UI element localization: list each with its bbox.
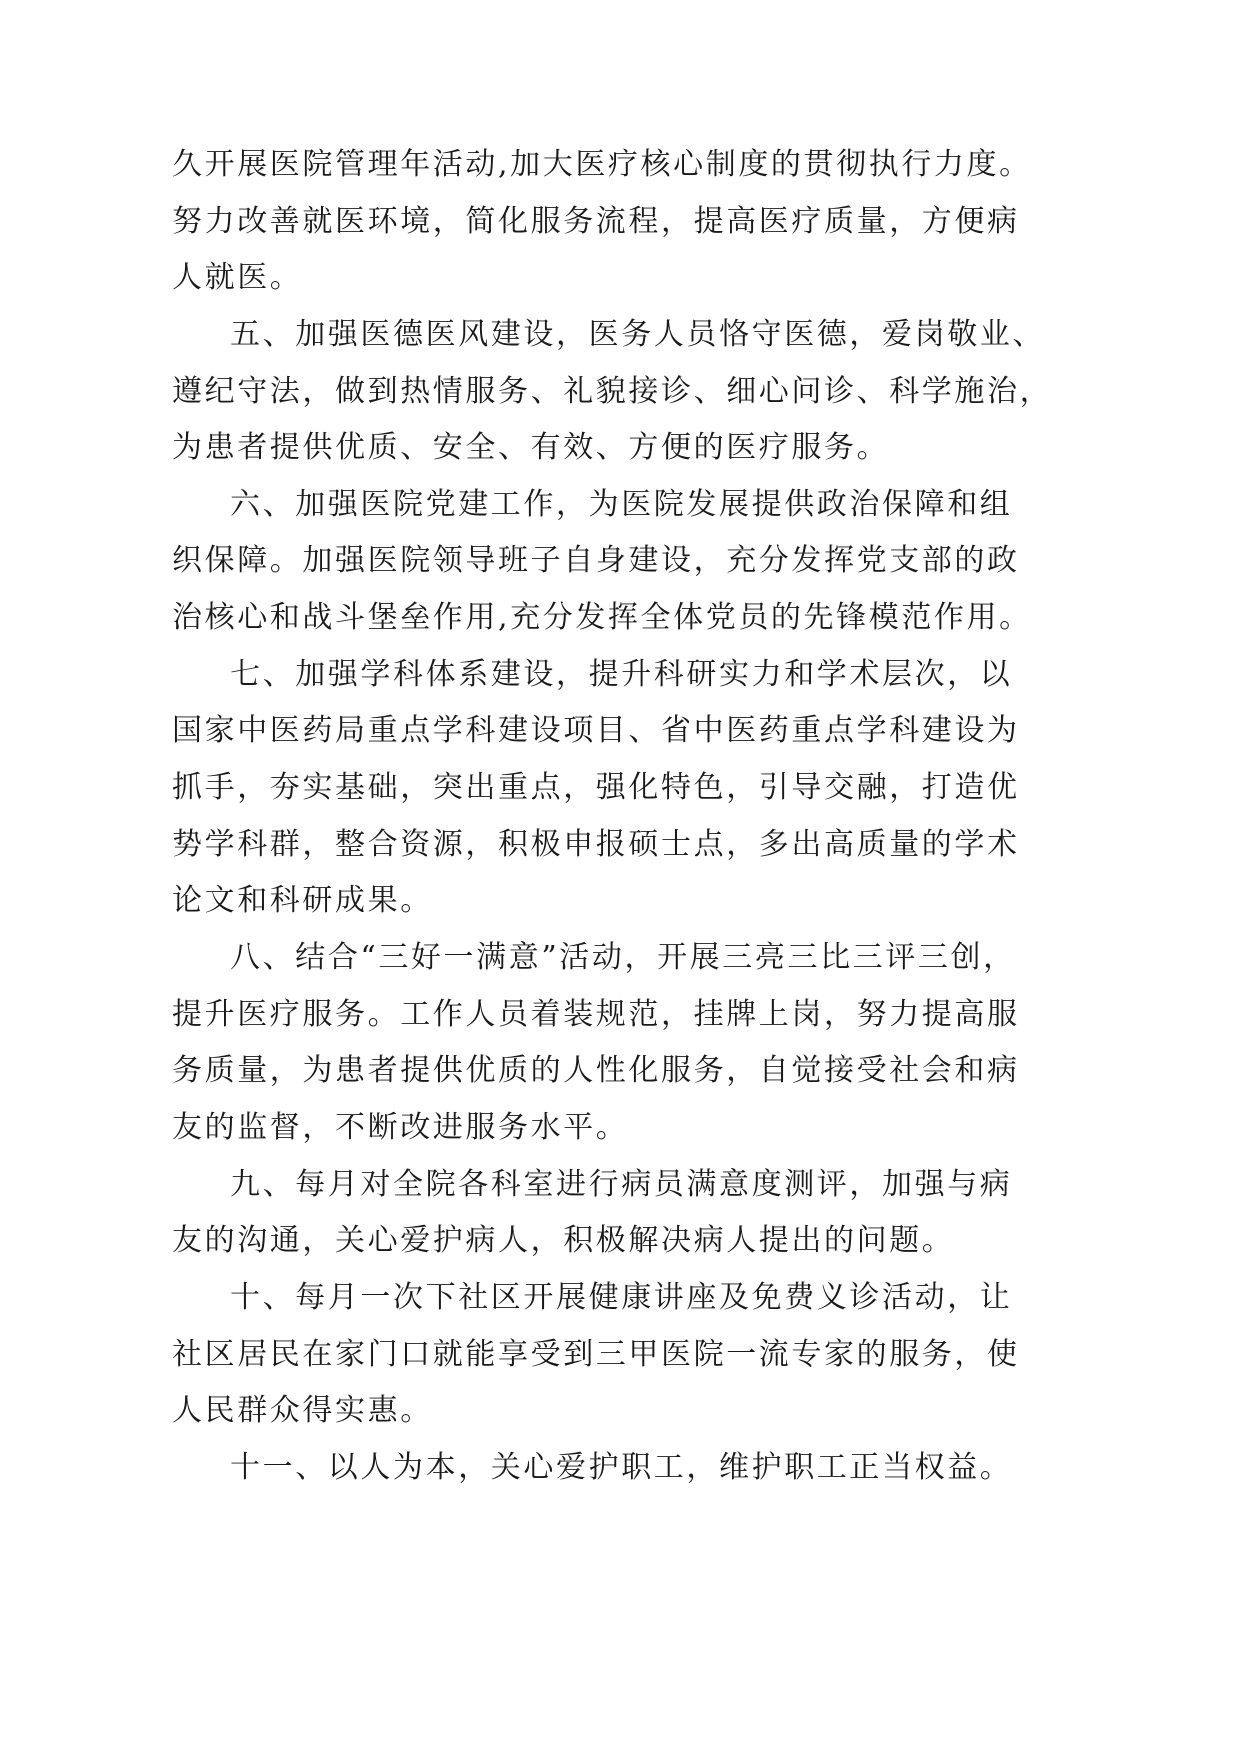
paragraph-seven-start: 七、加强学科体系建设，提升科研实力和学术层次，以 [230, 657, 1013, 692]
paragraph-five-start: 五、加强医德医风建设，医务人员恪守医德，爱岗敬业、 [230, 317, 1045, 352]
text-line: 为患者提供优质、安全、有效、方便的医疗服务。 [172, 430, 890, 465]
paragraph-eight-start: 八、结合“三好一满意”活动，开展三亮三比三评三创， [230, 940, 1016, 975]
paragraph-eleven-start: 十一、以人为本，关心爱护职工，维护职工正当权益。 [230, 1450, 1013, 1485]
text-line: 遵纪守法，做到热情服务、礼貌接诊、细心问诊、科学施治， [172, 374, 1053, 409]
paragraph-nine-start: 九、每月对全院各科室进行病员满意度测评，加强与病 [230, 1167, 1013, 1202]
text-line: 织保障。加强医院领导班子自身建设，充分发挥党支部的政 [172, 543, 1020, 578]
text-line: 友的监督，不断改进服务水平。 [172, 1110, 629, 1145]
text-line: 人就医。 [172, 260, 303, 295]
text-line: 国家中医药局重点学科建设项目、省中医药重点学科建设为 [172, 713, 1020, 748]
text-line: 人民群众得实惠。 [172, 1393, 433, 1428]
text-line: 势学科群，整合资源，积极申报硕士点，多出高质量的学术 [172, 827, 1020, 862]
text-line: 友的沟通，关心爱护病人，积极解决病人提出的问题。 [172, 1223, 955, 1258]
text-line: 努力改善就医环境，简化服务流程，提高医疗质量，方便病 [172, 204, 1020, 239]
text-line: 提升医疗服务。工作人员着装规范，挂牌上岗，努力提高服 [172, 997, 1020, 1032]
text-line: 社区居民在家门口就能享受到三甲医院一流专家的服务，使 [172, 1337, 1020, 1372]
text-line: 论文和科研成果。 [172, 883, 433, 918]
text-line: 务质量，为患者提供优质的人性化服务，自觉接受社会和病 [172, 1053, 1020, 1088]
paragraph-ten-start: 十、每月一次下社区开展健康讲座及免费义诊活动，让 [230, 1280, 1013, 1315]
text-line: 抓手，夯实基础，突出重点，强化特色，引导交融，打造优 [172, 770, 1020, 805]
paragraph-six-start: 六、加强医院党建工作，为医院发展提供政治保障和组 [230, 487, 1013, 522]
text-line: 治核心和战斗堡垒作用,充分发挥全体党员的先锋模范作用。 [172, 600, 1032, 635]
text-line: 久开展医院管理年活动,加大医疗核心制度的贯彻执行力度。 [172, 147, 1032, 182]
